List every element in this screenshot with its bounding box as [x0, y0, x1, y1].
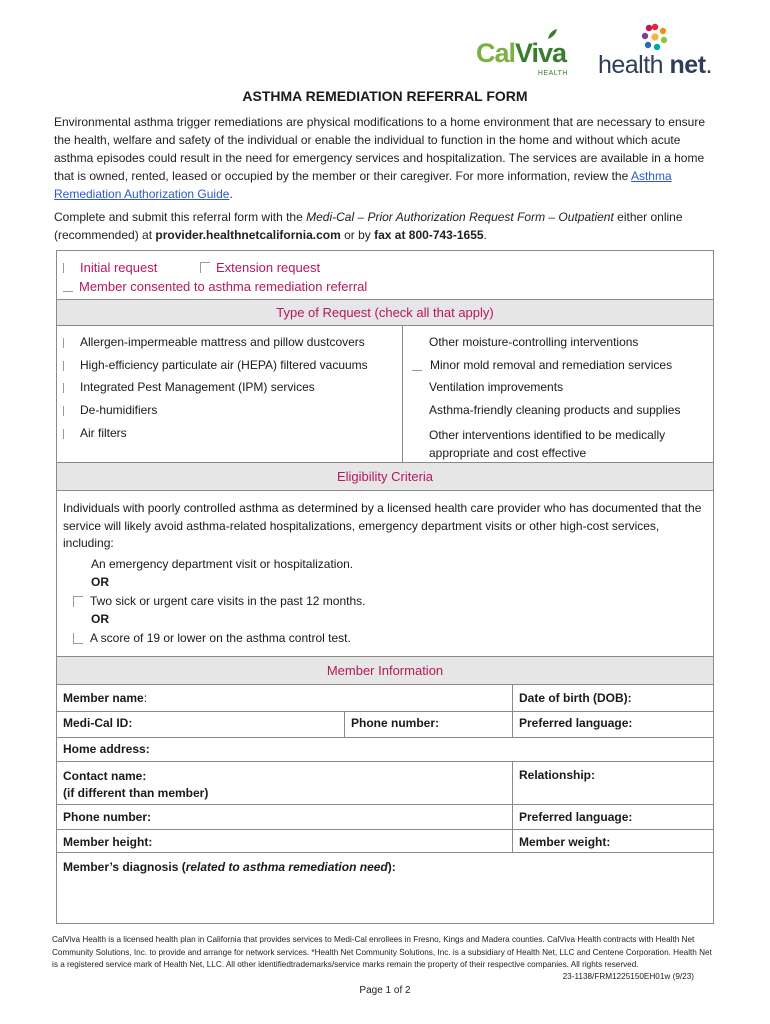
eligibility-heading: Eligibility Criteria — [57, 462, 713, 491]
healthnet-wordmark: health net. — [597, 51, 712, 79]
criteria-ed-visit[interactable]: An emergency department visit or hospitalization. — [91, 557, 354, 571]
preferred-language-field[interactable]: Preferred language: — [519, 716, 633, 730]
member-grid-line-3 — [57, 761, 713, 762]
contact-language-field[interactable]: Preferred language: — [519, 810, 633, 824]
calviva-wordmark: CalViva — [475, 38, 567, 68]
referral-form-table — [56, 250, 714, 924]
home-address-field[interactable]: Home address: — [63, 742, 150, 756]
member-grid-line-6 — [57, 852, 713, 853]
initial-request-option[interactable]: Initial request — [63, 259, 157, 277]
option-ventilation[interactable]: Ventilation improvements — [412, 380, 563, 394]
or-label-1: OR — [91, 575, 109, 589]
dustcovers-checkbox[interactable] — [63, 338, 72, 348]
hepa-checkbox[interactable] — [63, 361, 72, 371]
criteria-sick-visits[interactable]: Two sick or urgent care visits in the past 12 months. — [73, 594, 365, 608]
option-dustcovers[interactable]: Allergen-impermeable mattress and pillow dustcovers — [63, 335, 365, 349]
member-grid-line-4 — [57, 804, 713, 805]
type-of-request-heading: Type of Request (check all that apply) — [57, 299, 713, 326]
criteria-act-score[interactable]: A score of 19 or lower on the asthma control test. — [73, 631, 351, 645]
eligibility-description: Individuals with poorly controlled asthma as determined by a licensed health care provider who has documented that the service will likely avoid asthma-related hospitalizations, emergency department visits or other high-cost services, including: — [63, 501, 702, 550]
dob-field[interactable]: Date of birth (DOB): — [519, 691, 632, 705]
ipm-checkbox[interactable] — [63, 383, 72, 393]
member-grid-divider-3 — [512, 761, 513, 852]
consent-checkbox[interactable] — [63, 282, 73, 292]
intro-paragraph: Environmental asthma trigger remediations are physical modifications to a home environment that are necessary to ensure the health, welfare and safety of the individual or enable the individual to function in the home and without which acute asthma episodes could result in the need for emergency services and hospitalization. The services are available in a home that is owned, rented, leased or occupied by the member or their caregiver. For more information, review the Asthma Remediation Authorization Guide. — [54, 115, 705, 201]
option-air-filters[interactable]: Air filters — [63, 426, 127, 440]
healthnet-logo — [598, 22, 712, 78]
healthnet-emblem-icon — [640, 22, 670, 52]
ventilation-checkbox[interactable] — [412, 383, 421, 393]
calviva-health-label: HEALTH — [537, 70, 568, 77]
dehumidifiers-checkbox[interactable] — [63, 406, 72, 416]
member-name-field[interactable]: Member name: — [63, 691, 148, 705]
extension-request-checkbox[interactable] — [200, 262, 210, 273]
column-divider — [402, 326, 403, 462]
consent-option[interactable]: Member consented to asthma remediation referral — [63, 278, 367, 296]
extension-request-option[interactable]: Extension request — [200, 259, 320, 277]
moisture-checkbox[interactable] — [412, 338, 421, 348]
relationship-field[interactable]: Relationship: — [519, 768, 596, 782]
submit-instructions: Complete and submit this referral form with the Medi-Cal – Prior Authorization Request Form – Outpatient either online (recommended) at provider.healthnetcalifornia.com or by fax at 800-743-1655. — [54, 210, 683, 242]
member-grid-line-5 — [57, 829, 713, 830]
option-dehumidifiers[interactable]: De-humidifiers — [63, 403, 157, 417]
option-ipm[interactable]: Integrated Pest Management (IPM) services — [63, 380, 315, 394]
member-info-heading: Member Information — [57, 656, 713, 685]
option-hepa[interactable]: High-efficiency particulate air (HEPA) filtered vacuums — [63, 358, 368, 372]
option-moisture[interactable]: Other moisture-controlling interventions — [412, 335, 638, 349]
member-grid-divider-2 — [344, 711, 345, 737]
authorization-guide-link[interactable]: Asthma Remediation Authorization Guide — [54, 169, 672, 201]
other-checkbox[interactable] — [412, 431, 421, 441]
member-grid-line-2 — [57, 737, 713, 738]
sick-visits-checkbox[interactable] — [73, 596, 83, 607]
initial-request-checkbox[interactable] — [63, 263, 72, 273]
member-grid-line-1 — [57, 711, 713, 712]
calviva-logo — [476, 26, 572, 78]
phone-number-field[interactable]: Phone number: — [351, 716, 440, 730]
contact-phone-field[interactable]: Phone number: — [63, 810, 152, 824]
cleaning-checkbox[interactable] — [412, 406, 421, 416]
form-title: ASTHMA REMEDIATION REFERRAL FORM — [242, 88, 528, 104]
footer-disclaimer: CalViva Health is a licensed health plan in California that provides services to Medi-Cal enrollees in Fresno, Kings and Madera counties. CalViva Health contracts with Health Net Community Solutions, Inc. to provide and arrange for network services. *Health Net Community Solutions, Inc. is a subsidiary of Health Net, LLC and Centene Corporation. Health Net is a registered service mark of Health Net, LLC. All other identifiedtrademarks/service marks remain the property of their respective companies. All rights reserved. 23-1138/FRM1225150EH01w (9/23) — [52, 934, 720, 972]
option-cleaning[interactable]: Asthma-friendly cleaning products and supplies — [412, 403, 680, 417]
act-score-checkbox[interactable] — [73, 633, 83, 644]
option-other[interactable]: Other interventions identified to be medically appropriate and cost effective — [412, 426, 665, 462]
air-filters-checkbox[interactable] — [63, 429, 72, 439]
header-logos — [476, 22, 712, 78]
page-number: Page 1 of 2 — [359, 985, 411, 996]
diagnosis-field[interactable]: Member’s diagnosis (related to asthma remediation need): — [63, 860, 396, 874]
form-code: 23-1138/FRM1225150EH01w (9/23) — [562, 972, 694, 981]
medi-cal-id-field[interactable]: Medi-Cal ID: — [63, 716, 133, 730]
or-label-2: OR — [91, 612, 109, 626]
member-height-field[interactable]: Member height: — [63, 835, 153, 849]
contact-name-field[interactable]: Contact name: (if different than member) — [63, 769, 209, 800]
member-weight-field[interactable]: Member weight: — [519, 835, 611, 849]
option-mold[interactable]: Minor mold removal and remediation services — [412, 358, 672, 372]
mold-checkbox[interactable] — [412, 361, 422, 371]
